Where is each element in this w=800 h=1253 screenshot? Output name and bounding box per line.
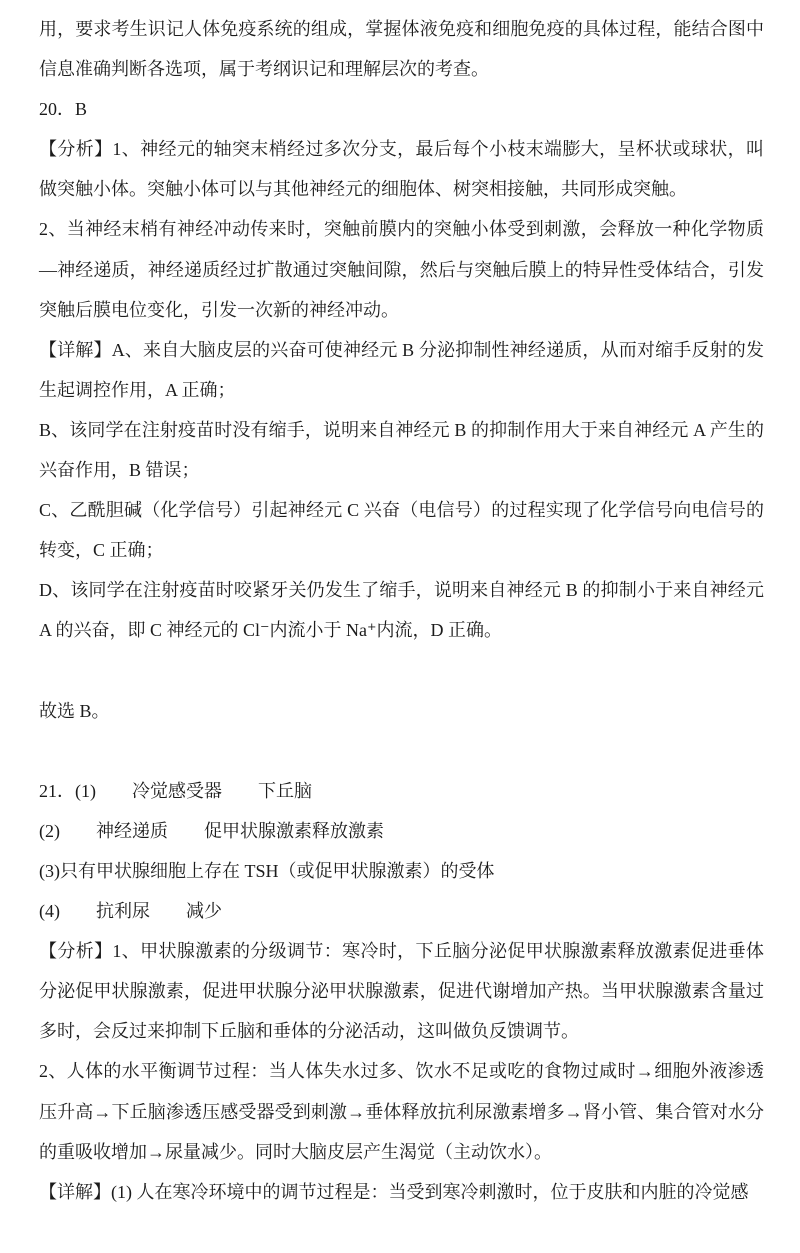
detail-20-option-b: B、该同学在注射疫苗时没有缩手，说明来自神经元 B 的抑制作用大于来自神经元 A 产生的兴奋作用，B 错误； [39,419,764,481]
analysis-20-point-2: 2、当神经末梢有神经冲动传来时，突触前膜内的突触小体受到刺激，会释放一种化学物质—神经递质，神经递质经过扩散通过突触间隙，然后与突触后膜上的特异性受体结合，引发突触后膜电位变化，引发一次新的神经冲动。 [39,219,764,320]
analysis-21-point-2: 2、人体的水平衡调节过程：当人体失水过多、饮水不足或吃的食物过咸时→细胞外液渗透压升高→下丘脑渗透压感受器受到刺激→垂体释放抗利尿激素增多→肾小管、集合管对水分的重吸收增加→尿量减少。同时大脑皮层产生渴觉（主动饮水）。 [39,1061,764,1162]
answer-20-conclusion: 故选 B。 [39,700,110,721]
answer-21-blank-4: (4) 抗利尿 减少 [39,901,222,922]
analysis-21-point-1: 【分析】1、甲状腺激素的分级调节：寒冷时，下丘脑分泌促甲状腺激素释放激素促进垂体分泌促甲状腺激素，促进甲状腺分泌甲状腺激素，促进代谢增加产热。当甲状腺激素含量过多时，会反过来抑制下丘脑和垂体的分泌活动，这叫做负反馈调节。 [39,941,764,1042]
paragraph-q19-analysis-continuation: 用，要求考生识记人体免疫系统的组成，掌握体液免疫和细胞免疫的具体过程，能结合图中信息准确判断各选项，属于考纲识记和理解层次的考查。 [39,19,764,80]
answer-20: 20．B [39,99,88,120]
detail-20-option-c: C、乙酰胆碱（化学信号）引起神经元 C 兴奋（电信号）的过程实现了化学信号向电信号的转变，C 正确； [39,500,764,561]
answer-21-blank-1: 21．(1) 冷觉感受器 下丘脑 [39,780,312,801]
answer-21-blank-3: (3)只有甲状腺细胞上存在 TSH（或促甲状腺激素）的受体 [39,860,495,881]
answer-21-blank-2: (2) 神经递质 促甲状腺激素释放激素 [39,820,384,841]
detail-20-option-a: 【详解】A、来自大脑皮层的兴奋可使神经元 B 分泌抑制性神经递质，从而对缩手反射的发生起调控作用，A 正确； [39,339,764,400]
analysis-20-point-1: 【分析】1、神经元的轴突末梢经过多次分支，最后每个小枝末端膨大，呈杯状或球状，叫做突触小体。突触小体可以与其他神经元的细胞体、树突相接触，共同形成突触。 [39,139,764,200]
detail-21-part-1: 【详解】(1) 人在寒冷环境中的调节过程是：当受到寒冷刺激时，位于皮肤和内脏的冷觉感 [39,1181,749,1202]
detail-20-option-d: D、该同学在注射疫苗时咬紧牙关仍发生了缩手，说明来自神经元 B 的抑制小于来自神经元 A 的兴奋，即 C 神经元的 Cl⁻内流小于 Na⁺内流，D 正确。 [39,580,764,641]
